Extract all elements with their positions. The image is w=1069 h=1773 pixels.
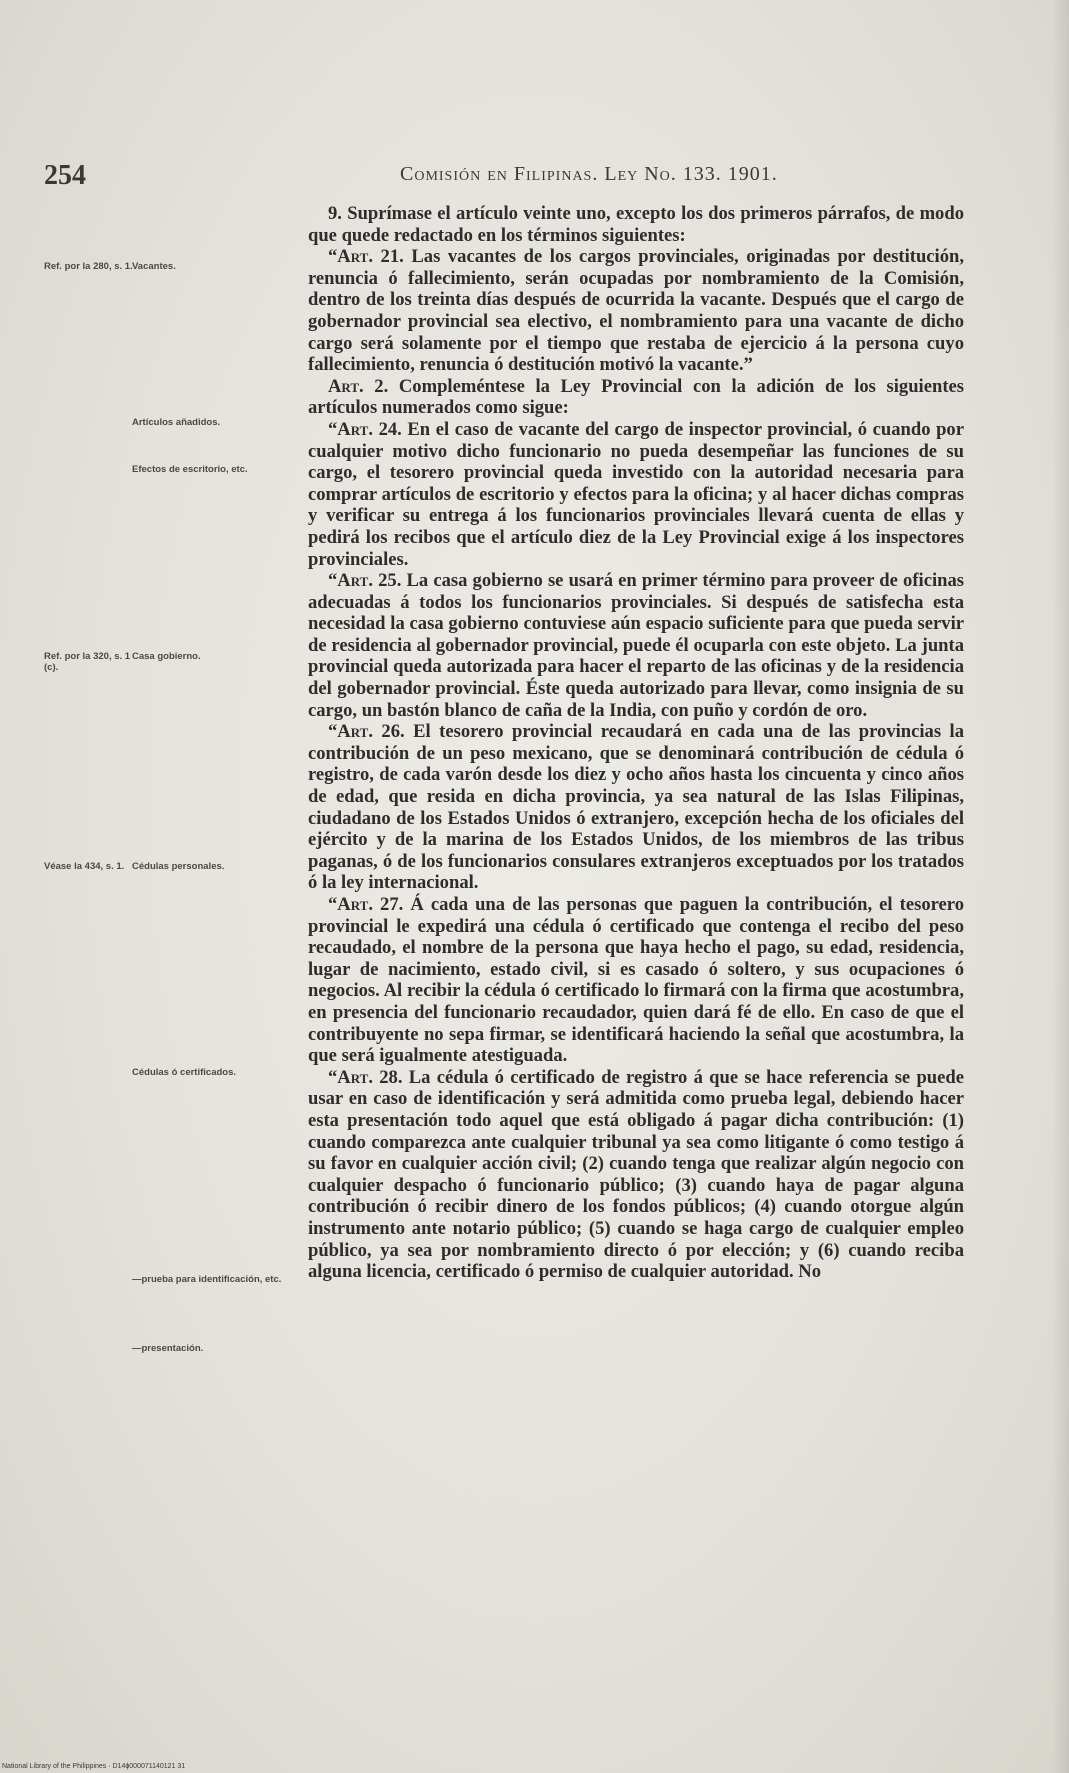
article-25-text: La casa gobierno se usará en primer término para proveer de oficinas adecuadas á todos los funcionarios provinciales. Si después de satisfecha esta necesidad la casa gobierno contuviese aún espacio suficiente para que pueda servir de residencia al gobernador provincial, puede él ocuparla con este objeto. La junta provincial queda autorizada para hacer el reparto de las oficinas y de la residencia del gobernador provincial. Éste queda autorizado para llevar, como insignia de su cargo, un bastón blanco de caña de la India, con puño y cordón de oro.	[308, 570, 964, 721]
margin-note-ref-320: Ref. por la 320, s. 1 (c).	[44, 651, 131, 673]
running-head: Comisión en Filipinas. Ley No. 133. 1901.	[400, 163, 778, 185]
article-27-text: Á cada una de las personas que paguen la contribución, el tesorero provincial le expedirá una cédula ó certificado que contenga el recibo del peso recaudado, el nombre de la persona que haya hecho el pago, su edad, residencia, lugar de nacimiento, estado civil, si es casado ó soltero, y sus ocupaciones ó negocios. Al recibir la cédula ó certificado lo firmará con la firma que acostumbra, en presencia del funcionario recaudador, quien dará fé de ello. En caso de que el contribuyente no sepa firmar, se identificará haciendo la señal que acostumbra, la que será igualmente atestiguada.	[308, 894, 964, 1067]
article-28-heading: “Art. 28.	[328, 1066, 403, 1088]
margin-note-vacantes: Vacantes.	[132, 261, 176, 272]
margin-note-presentacion: —presentación.	[132, 1343, 204, 1354]
margin-note-ref-280: Ref. por la 280, s. 1.	[44, 261, 133, 272]
paragraph-art-24	[308, 419, 964, 570]
paragraph-art-26	[308, 721, 964, 894]
paragraph-art-25	[308, 570, 964, 721]
article-21-heading: “Art. 21.	[328, 246, 404, 268]
article-2-text: Compleméntese la Ley Provincial con la adición de los siguientes artículos numerados como sigue:	[308, 375, 964, 419]
article-27-heading: “Art. 27.	[328, 894, 404, 915]
margin-note-cedulas-certificados: Cédulas ó certificados.	[132, 1067, 237, 1078]
article-26-text: El tesorero provincial recaudará en cada una de las provincias la contribución de un peso mexicano, que se denominará contribución de cédula ó registro, de cada varón desde los diez y ocho años hasta los cincuenta y cinco años de edad, que resida en dicha provincia, ya sea natural de las Islas Filipinas, ciudadano de los Estados Unidos ó extranjero, excepción hecha de los oficiales del ejército y de la marina de los Estados Unidos, de los miembros de las tribus paganas, ó de los funcionarios consulares extranjeros exceptuados por los tratados ó la ley internacional.	[308, 721, 964, 894]
paragraph-9-text: 9. Suprímase el artículo veinte uno, excepto los dos primeros párrafos, de modo que quede redactado en los términos siguientes:	[308, 203, 964, 246]
article-25-heading: “Art. 25.	[328, 570, 402, 592]
article-21-text: Las vacantes de los cargos provinciales, originadas por destitución, renuncia ó fallecimiento, serán ocupadas por nombramiento de la Comisión, dentro de los treinta días después de ocurrida la vacante. Después que el cargo de gobernador provincial sea electivo, el nombramiento para una vacante de dicho cargo será solamente por el tiempo que restaba de ejercicio á la persona cuyo fallecimiento, renuncia ó destitución motivó la vacante.”	[308, 246, 964, 376]
page-number: 254	[44, 160, 86, 191]
margin-note-cedulas-personales: Cédulas personales.	[132, 861, 225, 872]
article-28-text: La cédula ó certificado de registro á que se hace referencia se puede usar en caso de identificación y será admitida como prueba legal, debiendo hacer esta presentación todo aquel que está obligado á pagar dicha contribución: (1) cuando comparezca ante cualquier tribunal ya sea como litigante ó como testigo á su favor en cualquier acción civil; (2) cuando tenga que realizar algún negocio con cualquier despacho ó funcionario público; (3) cuando haya de pagar alguna contribución ó recibir dinero de los fondos públicos; (4) cuando otorgue algún instrumento ante notario público; (5) cuando se haga cargo de cualquier empleo público, ya sea por nombramiento directo ó por elección; y (6) cuando reciba alguna licencia, certificado ó permiso de cualquier autoridad. No	[308, 1066, 964, 1283]
margin-note-vease-434: Véase la 434, s. 1.	[44, 861, 125, 872]
article-26-heading: “Art. 26.	[328, 721, 405, 743]
margin-note-efectos: Efectos de escritorio, etc.	[132, 464, 248, 475]
article-24-text: En el caso de vacante del cargo de inspector provincial, ó cuando por cualquier motivo dicho funcionario no pueda desempeñar las funciones de su cargo, el tesorero provincial queda investido con la autoridad necesaria para comprar artículos de escritorio y efectos para la oficina; y al hacer dichas compras y verificar su entrega á los funcionarios provinciales llevará cuenta de ellas y pedirá los recibos que el artículo diez de la Ley Provincial exige á los inspectores provinciales.	[308, 418, 964, 570]
page-edge-shadow	[1051, 0, 1069, 1773]
paragraph-art-2	[308, 376, 964, 419]
margin-note-casa-gobierno: Casa gobierno.	[132, 651, 201, 662]
margin-note-articulos-anadidos: Artículos añadidos.	[132, 417, 221, 428]
article-24-heading: “Art. 24.	[328, 418, 402, 440]
article-2-heading: Art. 2.	[328, 375, 389, 397]
paragraph-art-27	[308, 894, 964, 1067]
scan-credit-footer: National Library of the Philippines · D14ϕ000071140121 31	[2, 1763, 186, 1770]
margin-note-prueba: —prueba para identificación, etc.	[132, 1274, 282, 1285]
body-text	[308, 203, 964, 1283]
paragraph-art-28	[308, 1067, 964, 1283]
paragraph-9	[308, 203, 964, 246]
paragraph-art-21	[308, 246, 964, 376]
